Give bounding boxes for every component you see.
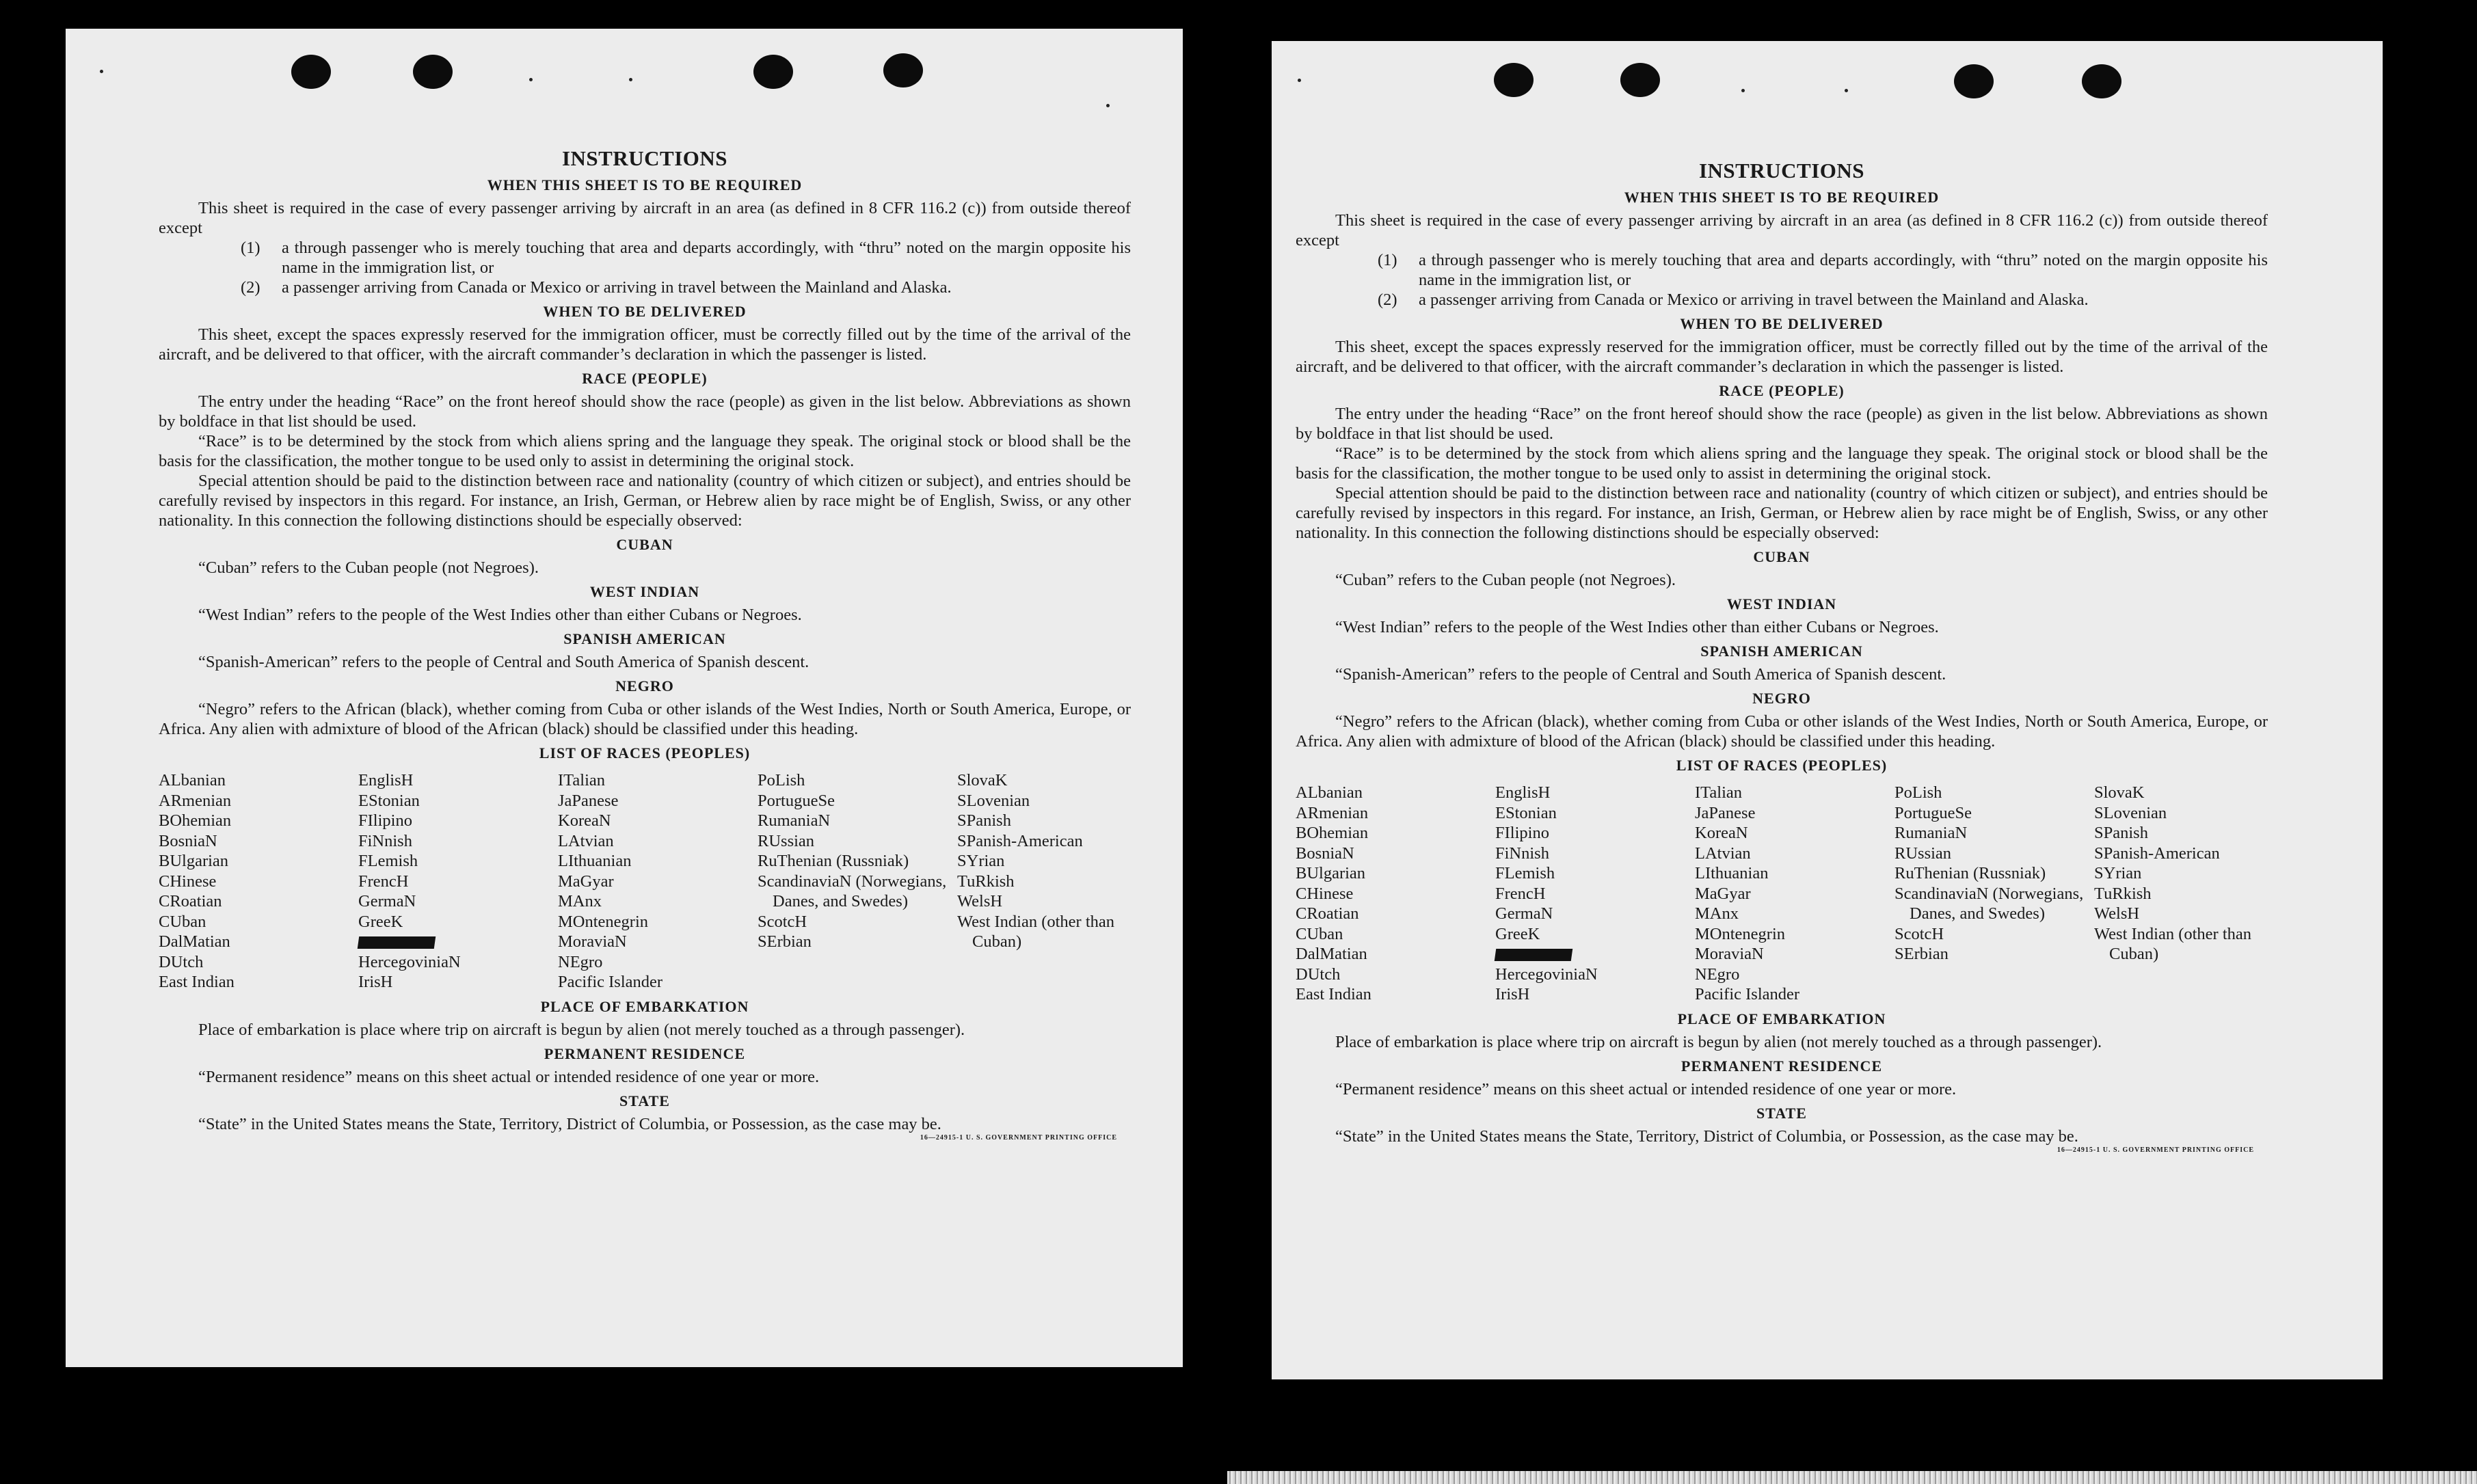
race-entry: SPanish xyxy=(2094,824,2148,842)
race-paragraph-1: The entry under the heading “Race” on the front hereof should show the race (people) as given in the list below. Abbreviations as shown by boldface in that list should be used. xyxy=(1296,405,2268,443)
race-entry: MoraviaN xyxy=(1695,945,1764,963)
exception-item xyxy=(241,238,1131,278)
cuban-heading: CUBAN xyxy=(616,536,673,553)
punch-hole xyxy=(1494,63,1534,97)
when-delivered-heading: WHEN TO BE DELIVERED xyxy=(543,303,747,320)
race-entry: HercegoviniaN xyxy=(1495,964,1598,984)
race-entry: EnglisH xyxy=(358,771,414,790)
race-column xyxy=(957,770,1131,993)
race-entry: ARmenian xyxy=(159,791,232,810)
residence-text: “Permanent residence” means on this sheet actual or intended residence of one year or more. xyxy=(1335,1079,1957,1098)
state-text: “State” in the United States means the State, Territory, District of Columbia, or Possession, as the case may be. xyxy=(198,1114,941,1133)
list-of-races xyxy=(1296,783,2268,1005)
speck xyxy=(1106,104,1110,107)
race-entry: PortugueSe xyxy=(1894,803,1972,822)
race-entry: SLovenian xyxy=(2094,803,2167,822)
exception-text: a passenger arriving from Canada or Mexico or arriving in travel between the Mainland and Alaska. xyxy=(282,278,952,297)
race-entry: GreeK xyxy=(1495,924,1540,943)
race-column xyxy=(358,770,558,993)
exception-number: (1) xyxy=(241,239,260,257)
negro-heading: NEGRO xyxy=(615,677,674,694)
spanish-american-text: “Spanish-American” refers to the people of Central and South America of Spanish descent. xyxy=(1335,665,1946,684)
exceptions-list xyxy=(241,238,1131,297)
race-heading: RACE (PEOPLE) xyxy=(1719,382,1845,399)
next-page-edge-strip xyxy=(1227,1471,2477,1484)
negro-text: “Negro” refers to the African (black), whether coming from Cuba or other islands of the West Indies, North or South America, Europe, or Africa. Any alien with admixture of blood of the African (black) should be classified under this heading. xyxy=(159,700,1131,738)
race-entry: Pacific Islander xyxy=(558,973,663,991)
race-entry: NEgro xyxy=(558,952,603,971)
race-entry: SPanish-American xyxy=(2094,844,2220,863)
exceptions-list xyxy=(1378,250,2268,310)
embarkation-heading: PLACE OF EMBARKATION xyxy=(540,997,749,1015)
negro-heading: NEGRO xyxy=(1752,690,1811,707)
race-entry: East Indian xyxy=(1296,985,1371,1003)
race-entry: DalMatian xyxy=(1296,945,1367,963)
speck xyxy=(529,78,533,81)
race-column xyxy=(1894,783,2094,1005)
race-entry: SErbian xyxy=(1894,945,1949,963)
race-entry: BUlgarian xyxy=(1296,864,1366,882)
when-required-text: This sheet is required in the case of every passenger arriving by aircraft in an area (as defined in 8 CFR 116.2 (c)) from outside thereof except xyxy=(159,199,1131,237)
document-page-right xyxy=(1272,41,2383,1379)
west-indian-heading: WEST INDIAN xyxy=(1726,595,1837,612)
race-entry: FIlipino xyxy=(358,811,412,830)
speck xyxy=(1298,79,1301,82)
when-delivered-text: This sheet, except the spaces expressly reserved for the immigration officer, must be correctly filled out by the time of the arrival of the aircraft, and be delivered to that officer, with the aircraft commander’s declaration in which the passenger is listed. xyxy=(1296,338,2268,376)
footer xyxy=(159,1134,1131,1142)
punch-hole xyxy=(291,55,331,89)
race-entry: SErbian xyxy=(758,932,812,951)
cuban-text: “Cuban” refers to the Cuban people (not Negroes). xyxy=(198,558,539,577)
race-entry: MAnx xyxy=(1695,904,1739,923)
printer-line: 16—24915-1 U. S. GOVERNMENT PRINTING OFFICE xyxy=(920,1133,1117,1142)
race-entry: MOntenegrin xyxy=(1695,924,1785,943)
embarkation-text: Place of embarkation is place where trip on aircraft is begun by alien (not merely touched as a through passenger). xyxy=(198,1020,965,1039)
redaction-mark xyxy=(1495,949,1573,961)
when-required-heading: WHEN THIS SHEET IS TO BE REQUIRED xyxy=(487,176,803,193)
state-heading: STATE xyxy=(1756,1104,1807,1122)
west-indian-text: “West Indian” refers to the people of the West Indies other than either Cubans or Negroes. xyxy=(1335,618,1939,636)
race-entry: EStonian xyxy=(1495,803,1557,822)
race-entry: FrencH xyxy=(358,872,409,891)
race-entry: MOntenegrin xyxy=(558,912,648,931)
instructions-title: INSTRUCTIONS xyxy=(1698,159,1864,183)
race-paragraph-3: Special attention should be paid to the distinction between race and nationality (country of which citizen or subject), and entries should be carefully revised by inspectors in this regard. For instance, an Irish, German, or Hebrew alien by race might be of English, Swiss, or any other nationality. In this connection the following distinctions should be especially observed: xyxy=(159,472,1131,530)
race-entry: West Indian (other than Cuban) xyxy=(2094,924,2252,963)
race-column xyxy=(2094,783,2268,1005)
exception-text: a passenger arriving from Canada or Mexico or arriving in travel between the Mainland and Alaska. xyxy=(1419,291,2089,309)
exception-number: (2) xyxy=(241,278,260,297)
race-entry: HercegoviniaN xyxy=(358,952,461,971)
race-entry: JaPanese xyxy=(558,791,619,810)
race-entry: RUssian xyxy=(758,831,815,850)
redacted-entry xyxy=(358,932,558,952)
race-entry: GermaN xyxy=(358,892,416,910)
race-entry: ALbanian xyxy=(1296,783,1363,802)
race-entry: SlovaK xyxy=(957,771,1008,790)
spanish-american-heading: SPANISH AMERICAN xyxy=(1700,643,1863,660)
race-entry: GreeK xyxy=(358,912,403,931)
race-entry: IrisH xyxy=(1495,985,1530,1003)
race-entry: ALbanian xyxy=(159,771,226,790)
redacted-entry xyxy=(1495,944,1695,964)
exception-text: a through passenger who is merely touching that area and departs accordingly, with “thru” noted on the margin opposite his name in the immigration list, or xyxy=(282,239,1131,277)
race-entry: MaGyar xyxy=(1695,884,1751,903)
exception-item xyxy=(1378,250,2268,290)
race-entry: RumaniaN xyxy=(1894,824,1968,842)
exception-number: (2) xyxy=(1378,291,1397,309)
race-entry: CHinese xyxy=(159,872,217,891)
race-entry: JaPanese xyxy=(1695,803,1756,822)
race-entry: MoraviaN xyxy=(558,932,627,951)
race-paragraph-2: “Race” is to be determined by the stock from which aliens spring and the language they speak. The original stock or blood shall be the basis for the classification, the mother tongue to be used only to assist in determining the original stock. xyxy=(1296,444,2268,483)
race-entry: East Indian xyxy=(159,973,235,991)
race-entry: SPanish xyxy=(957,811,1011,830)
race-entry: BUlgarian xyxy=(159,852,229,870)
when-required-heading: WHEN THIS SHEET IS TO BE REQUIRED xyxy=(1624,189,1940,206)
speck xyxy=(1741,89,1745,92)
race-entry: CUban xyxy=(159,912,206,931)
printer-line: 16—24915-1 U. S. GOVERNMENT PRINTING OFFICE xyxy=(2057,1146,2254,1154)
race-entry: DUtch xyxy=(1296,964,1341,984)
race-entry: BosniaN xyxy=(1296,844,1354,863)
footer xyxy=(1296,1146,2268,1154)
exception-text: a through passenger who is merely touching that area and departs accordingly, with “thru” noted on the margin opposite his name in the immigration list, or xyxy=(1419,251,2268,289)
list-of-races-heading: LIST OF RACES (PEOPLES) xyxy=(539,744,751,761)
race-entry: CRoatian xyxy=(159,892,222,910)
race-entry: LIthuanian xyxy=(558,852,632,870)
race-entry: FIlipino xyxy=(1495,824,1549,842)
negro-text: “Negro” refers to the African (black), whether coming from Cuba or other islands of the West Indies, North or South America, Europe, or Africa. Any alien with admixture of blood of the African (black) should be classified under this heading. xyxy=(1296,712,2268,751)
race-entry: NEgro xyxy=(1695,964,1740,984)
race-paragraph-3: Special attention should be paid to the distinction between race and nationality (country of which citizen or subject), and entries should be carefully revised by inspectors in this regard. For instance, an Irish, German, or Hebrew alien by race might be of English, Swiss, or any other nationality. In this connection the following distinctions should be especially observed: xyxy=(1296,484,2268,542)
when-delivered-heading: WHEN TO BE DELIVERED xyxy=(1680,315,1884,332)
race-entry: Pacific Islander xyxy=(1695,985,1800,1003)
race-entry: MaGyar xyxy=(558,872,614,891)
exception-item xyxy=(241,278,1131,297)
redaction-mark xyxy=(358,936,436,949)
race-column xyxy=(558,770,758,993)
race-entry: DalMatian xyxy=(159,932,230,951)
race-entry: FiNnish xyxy=(1495,844,1549,863)
race-entry: WelsH xyxy=(957,892,1003,910)
race-column xyxy=(159,770,358,993)
race-entry: TuRkish xyxy=(957,872,1015,891)
exception-number: (1) xyxy=(1378,251,1397,269)
race-entry: ScotcH xyxy=(1894,924,1944,943)
race-column xyxy=(758,770,957,993)
exception-item xyxy=(1378,290,2268,310)
list-of-races xyxy=(159,770,1131,993)
state-text: “State” in the United States means the State, Territory, District of Columbia, or Possession, as the case may be. xyxy=(1335,1127,2078,1146)
punch-hole xyxy=(883,53,923,87)
race-column xyxy=(1296,783,1495,1005)
race-entry: SLovenian xyxy=(957,791,1030,810)
cuban-heading: CUBAN xyxy=(1753,548,1810,565)
race-entry: TuRkish xyxy=(2094,884,2152,903)
race-entry: GermaN xyxy=(1495,904,1553,923)
race-entry: ScandinaviaN (Norwegians, Danes, and Swedes) xyxy=(758,872,947,910)
when-delivered-text: This sheet, except the spaces expressly reserved for the immigration officer, must be correctly filled out by the time of the arrival of the aircraft, and be delivered to that officer, with the aircraft commander’s declaration in which the passenger is listed. xyxy=(159,325,1131,364)
punch-hole xyxy=(1620,63,1660,97)
race-entry: FiNnish xyxy=(358,831,412,850)
race-entry: RuThenian (Russniak) xyxy=(758,852,909,870)
race-entry: SYrian xyxy=(2094,864,2142,882)
race-entry: DUtch xyxy=(159,952,204,971)
race-entry: BosniaN xyxy=(159,831,217,850)
speck xyxy=(100,70,103,73)
race-heading: RACE (PEOPLE) xyxy=(582,370,708,387)
west-indian-text: “West Indian” refers to the people of the West Indies other than either Cubans or Negroes. xyxy=(198,606,802,624)
race-entry: ScandinaviaN (Norwegians, Danes, and Swedes) xyxy=(1894,884,2084,923)
race-entry: BOhemian xyxy=(159,811,232,830)
race-entry: SYrian xyxy=(957,852,1005,870)
punch-hole xyxy=(753,55,793,89)
punch-hole xyxy=(1954,64,1994,98)
embarkation-heading: PLACE OF EMBARKATION xyxy=(1677,1010,1886,1027)
race-paragraph-2: “Race” is to be determined by the stock from which aliens spring and the language they speak. The original stock or blood shall be the basis for the classification, the mother tongue to be used only to assist in determining the original stock. xyxy=(159,432,1131,470)
race-entry: ScotcH xyxy=(758,912,807,931)
race-entry: FLemish xyxy=(1495,864,1555,882)
race-entry: CRoatian xyxy=(1296,904,1359,923)
speck xyxy=(1845,89,1848,92)
cuban-text: “Cuban” refers to the Cuban people (not Negroes). xyxy=(1335,571,1676,589)
embarkation-text: Place of embarkation is place where trip on aircraft is begun by alien (not merely touched as a through passenger). xyxy=(1335,1032,2102,1051)
race-entry: RUssian xyxy=(1894,844,1952,863)
race-entry: WelsH xyxy=(2094,904,2140,923)
instructions-content xyxy=(1296,159,2268,1154)
race-entry: ITalian xyxy=(558,771,606,790)
race-entry: FrencH xyxy=(1495,884,1546,903)
race-paragraph-1: The entry under the heading “Race” on the front hereof should show the race (people) as given in the list below. Abbreviations as shown by boldface in that list should be used. xyxy=(159,392,1131,431)
state-heading: STATE xyxy=(619,1092,670,1109)
race-entry: CUban xyxy=(1296,924,1343,943)
race-entry: BOhemian xyxy=(1296,824,1369,842)
document-page-left xyxy=(66,29,1183,1367)
race-entry: ITalian xyxy=(1695,783,1743,802)
race-entry: LIthuanian xyxy=(1695,864,1769,882)
race-entry: West Indian (other than Cuban) xyxy=(957,912,1115,951)
race-column xyxy=(1495,783,1695,1005)
residence-heading: PERMANENT RESIDENCE xyxy=(544,1044,746,1062)
race-entry: RuThenian (Russniak) xyxy=(1894,864,2046,882)
punch-hole xyxy=(2082,64,2121,98)
race-entry: LAtvian xyxy=(558,831,614,850)
spanish-american-heading: SPANISH AMERICAN xyxy=(563,630,726,647)
when-required-text: This sheet is required in the case of every passenger arriving by aircraft in an area (as defined in 8 CFR 116.2 (c)) from outside thereof except xyxy=(1296,211,2268,249)
race-entry: LAtvian xyxy=(1695,844,1751,863)
residence-text: “Permanent residence” means on this sheet actual or intended residence of one year or more. xyxy=(198,1067,820,1086)
west-indian-heading: WEST INDIAN xyxy=(589,583,700,600)
race-entry: ARmenian xyxy=(1296,803,1369,822)
instructions-content xyxy=(159,146,1131,1142)
instructions-title: INSTRUCTIONS xyxy=(561,146,727,170)
spanish-american-text: “Spanish-American” refers to the people of Central and South America of Spanish descent. xyxy=(198,653,809,671)
speck xyxy=(629,78,632,81)
race-entry: SPanish-American xyxy=(957,831,1083,850)
race-entry: IrisH xyxy=(358,973,393,991)
race-entry: PoLish xyxy=(758,771,805,790)
residence-heading: PERMANENT RESIDENCE xyxy=(1681,1057,1883,1075)
race-entry: MAnx xyxy=(558,892,602,910)
race-entry: FLemish xyxy=(358,852,418,870)
punch-hole xyxy=(413,55,453,89)
race-column xyxy=(1695,783,1894,1005)
race-entry: RumaniaN xyxy=(758,811,831,830)
race-entry: KoreaN xyxy=(558,811,611,830)
race-entry: EStonian xyxy=(358,791,420,810)
list-of-races-heading: LIST OF RACES (PEOPLES) xyxy=(1676,757,1888,774)
race-entry: PoLish xyxy=(1894,783,1942,802)
race-entry: CHinese xyxy=(1296,884,1354,903)
race-entry: KoreaN xyxy=(1695,824,1748,842)
race-entry: PortugueSe xyxy=(758,791,835,810)
race-entry: EnglisH xyxy=(1495,783,1551,802)
race-entry: SlovaK xyxy=(2094,783,2145,802)
